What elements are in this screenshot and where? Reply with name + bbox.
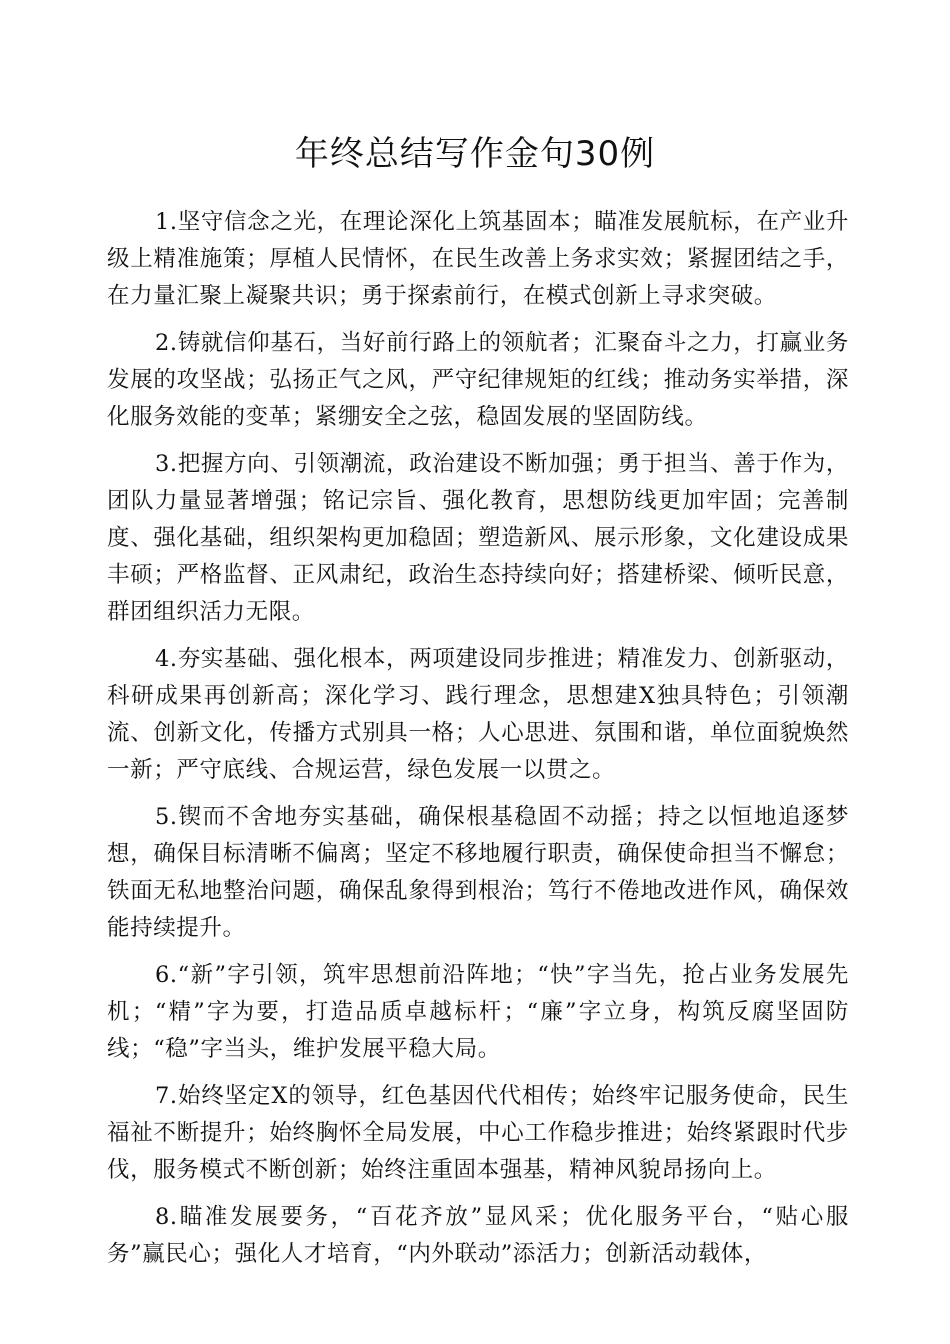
paragraph-3: 3.把握方向、引领潮流，政治建设不断加强；勇于担当、善于作为，团队力量显著增强；铭记宗旨、强化教育，思想防线更加牢固；完善制度、强化基础，组织架构更加稳固；塑造新风、展示形象，文化建设成果丰硕；严格监督、正风肃纪，政治生态持续向好；搭建桥梁、倾听民意，群团组织活力无限。 bbox=[107, 451, 849, 625]
paragraph-6: 6.“新”字引领，筑牢思想前沿阵地；“快”字当先，抢占业务发展先机；“精”字为要，打造品质卓越标杆；“廉”字立身，构筑反腐坚固防线；“稳”字当头，维护发展平稳大局。 bbox=[107, 962, 849, 1062]
paragraph-2: 2.铸就信仰基石，当好前行路上的领航者；汇聚奋斗之力，打赢业务发展的攻坚战；弘扬正气之风，严守纪律规矩的红线；推动务实举措，深化服务效能的变革；紧绷安全之弦，稳固发展的坚固防线。 bbox=[107, 330, 849, 430]
paragraph-4: 4.夯实基础、强化根本，两项建设同步推进；精准发力、创新驱动，科研成果再创新高；深化学习、践行理念，思想建X独具特色；引领潮流、创新文化，传播方式别具一格；人心思进、氛围和谐，单位面貌焕然一新；严守底线、合规运营，绿色发展一以贯之。 bbox=[107, 646, 849, 783]
paragraph-5: 5.锲而不舍地夯实基础，确保根基稳固不动摇；持之以恒地追逐梦想，确保目标清晰不偏离；坚定不移地履行职责，确保使命担当不懈怠；铁面无私地整治问题，确保乱象得到根治；笃行不倦地改进作风，确保效能持续提升。 bbox=[107, 804, 849, 941]
paragraph-1: 1.坚守信念之光，在理论深化上筑基固本；瞄准发展航标，在产业升级上精准施策；厚植人民情怀，在民生改善上务求实效；紧握团结之手，在力量汇聚上凝聚共识；勇于探索前行，在模式创新上寻求突破。 bbox=[107, 209, 849, 309]
document-body bbox=[107, 204, 849, 1283]
paragraph-7: 7.始终坚定X的领导，红色基因代代相传；始终牢记服务使命，民生福祉不断提升；始终胸怀全局发展，中心工作稳步推进；始终紧跟时代步伐，服务模式不断创新；始终注重固本强基，精神风貌昂扬向上。 bbox=[107, 1083, 849, 1183]
document-title: 年终总结写作金句30例 bbox=[294, 134, 656, 174]
paragraph-8: 8.瞄准发展要务，“百花齐放”显风采；优化服务平台，“贴心服务”赢民心；强化人才培育，“内外联动”添活力；创新活动载体， bbox=[107, 1204, 849, 1267]
